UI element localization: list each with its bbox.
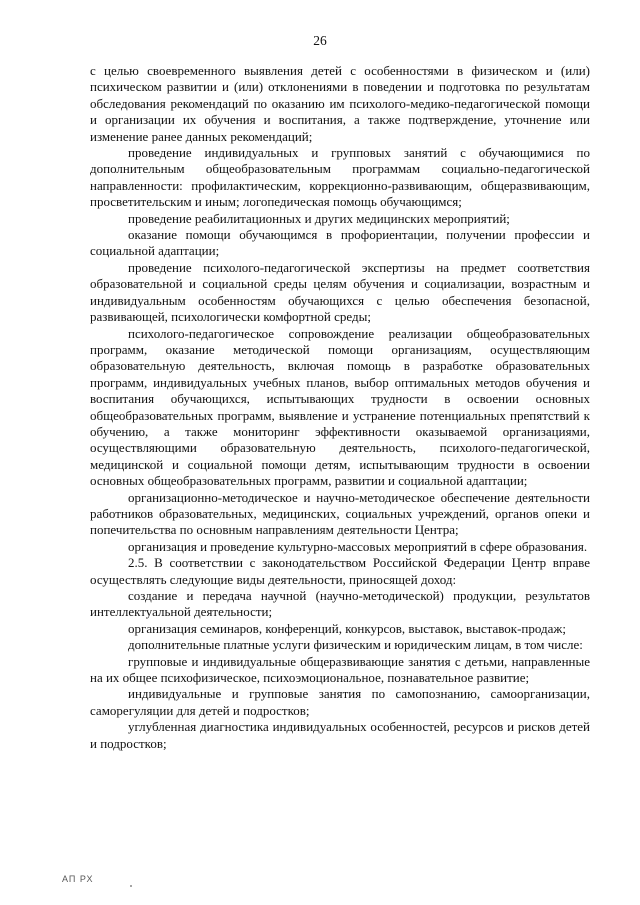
paragraph: проведение реабилитационных и других медицинских мероприятий; — [128, 210, 510, 226]
paragraph: дополнительные платные услуги физическим и юридическим лицам, в том числе: — [128, 637, 583, 653]
paragraph: с целью своевременного выявления детей с особенностями в физическом и (или) психическом развитии и (или) отклонениями в поведении и подготовка по результатам обследования рекомендаций по оказанию им психолого-медико-педагогической помощи и организации их обучения и воспитания, а также подтверждение, уточнение или изменение ранее данных рекомендаций; — [90, 63, 590, 144]
paragraph: оказание помощи обучающимся в профориентации, получении профессии и социальной адаптации; — [90, 227, 590, 259]
paragraph: индивидуальные и групповые занятия по самопознанию, самоорганизации, саморегуляции для детей и подростков; — [90, 686, 590, 718]
document-body — [90, 63, 590, 752]
footer-dot — [130, 885, 132, 887]
paragraph: организация и проведение культурно-массовых мероприятий в сфере образования. — [128, 538, 588, 554]
paragraph: групповые и индивидуальные общеразвивающие занятия с детьми, направленные на их общее психофизическое, психоэмоциональное, познавательное развитие; — [90, 653, 590, 686]
paragraph: создание и передача научной (научно-методической) продукции, результатов интеллектуальной деятельности; — [90, 588, 590, 620]
footer-stamp-mark: АП РХ — [62, 874, 94, 884]
paragraph: проведение психолого-педагогической экспертизы на предмет соответствия образовательной и социальной среды целям обучения и социализации, возрастным и индивидуальным особенностям обучающихся с целью обеспечения безопасной, развивающей, психологически комфортной среды; — [90, 259, 590, 325]
section-paragraph: 2.5. В соответствии с законодательством Российской Федерации Центр вправе осуществлять следующие виды деятельности, приносящей доход: — [90, 555, 590, 587]
paragraph: углубленная диагностика индивидуальных особенностей, ресурсов и рисков детей и подростков; — [90, 719, 590, 751]
paragraph: организация семинаров, конференций, конкурсов, выставок, выставок-продаж; — [128, 620, 566, 636]
paragraph: проведение индивидуальных и групповых занятий с обучающимися по дополнительным общеобразовательным программам социально-педагогической направленности: профилактическим, коррекционно-развивающим, общеразвивающим, просветительским и иным; логопедическая помощь обучающимся; — [90, 145, 590, 210]
page-number: 26 — [313, 33, 327, 48]
paragraph: организационно-методическое и научно-методическое обеспечение деятельности работников образовательных, медицинских, социальных учреждений, органов опеки и попечительства по основным направлениям деятельности Центра; — [90, 489, 590, 538]
paragraph: психолого-педагогическое сопровождение реализации общеобразовательных программ, оказание методической помощи организациям, осуществляющим образовательную деятельность, включая помощь в разработке образовательных программ, индивидуальных учебных планов, выбор оптимальных методов обучения и воспитания обучающихся, испытывающих трудности в освоении основных общеобразовательных программ, выявление и устранение потенциальных препятствий к обучению, а также мониторинг эффективности оказываемой организациями, осуществляющими образовательную деятельность, психолого-педагогической, медицинской и социальной помощи детям, испытывающим трудности в освоении основных общеобразовательных программ, развитии и социальной адаптации; — [90, 325, 590, 489]
